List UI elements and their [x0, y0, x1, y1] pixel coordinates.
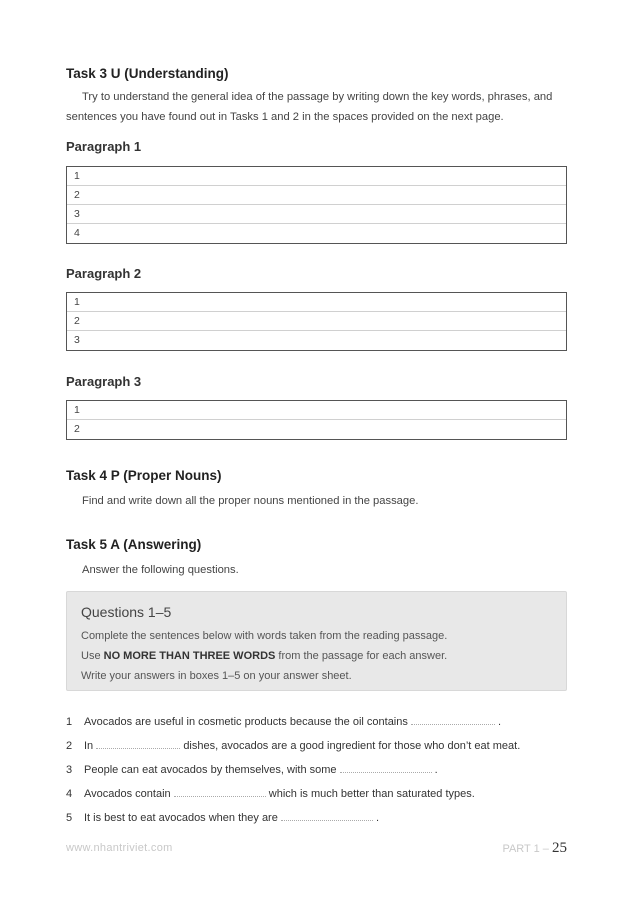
sentence-after: which is much better than saturated types.	[268, 788, 475, 800]
answer-line[interactable]: 2	[74, 423, 80, 435]
sentence-before: People can eat avocados by themselves, with some	[84, 764, 337, 776]
sentence-before: Avocados are useful in cosmetic products because the oil contains	[84, 716, 408, 728]
question-number: 3	[66, 764, 73, 776]
footer-part-label: PART 1 –	[502, 843, 549, 855]
question-sentence-4	[66, 786, 576, 800]
footer-page	[502, 840, 567, 857]
paragraph2-title: Paragraph 2	[66, 266, 142, 281]
answer-line[interactable]: 3	[67, 205, 566, 224]
answer-line[interactable]: 2	[67, 186, 566, 205]
answer-blank[interactable]	[174, 786, 266, 797]
instruction-2-bold: NO MORE THAN THREE WORDS	[103, 650, 276, 662]
task5-description: Answer the following questions.	[82, 564, 239, 576]
questions-title: Questions 1–5	[81, 604, 172, 620]
answer-blank[interactable]	[281, 810, 373, 821]
page-number: 25	[552, 840, 567, 856]
question-sentence-1	[66, 714, 576, 728]
answer-line[interactable]: 1	[67, 401, 566, 420]
task5-title: Task 5 A (Answering)	[66, 537, 202, 552]
answer-line[interactable]: 2	[67, 312, 566, 331]
answer-line[interactable]: 4	[74, 227, 80, 239]
answer-blank[interactable]	[96, 738, 180, 749]
instruction-2-pre: Use	[81, 650, 104, 662]
footer-website: www.nhantriviet.com	[66, 842, 173, 854]
paragraph3-title: Paragraph 3	[66, 374, 142, 389]
sentence-before: It is best to eat avocados when they are	[84, 812, 278, 824]
paragraph1-lines[interactable]	[66, 166, 567, 244]
question-sentence-3	[66, 762, 576, 776]
paragraph1-title: Paragraph 1	[66, 139, 142, 154]
questions-instruction-1: Complete the sentences below with words taken from the reading passage.	[81, 630, 448, 642]
question-number: 5	[66, 812, 73, 824]
answer-line[interactable]: 1	[67, 167, 566, 186]
question-number: 4	[66, 788, 73, 800]
sentence-after: .	[375, 812, 380, 824]
sentence-after: .	[434, 764, 438, 776]
paragraph3-lines[interactable]	[66, 400, 567, 440]
answer-blank[interactable]	[340, 762, 432, 773]
answer-blank[interactable]	[411, 714, 495, 725]
question-sentence-2	[66, 738, 576, 752]
task3-title: Task 3 U (Understanding)	[66, 66, 229, 81]
sentence-before: In	[84, 740, 94, 752]
sentence-after: dishes, avocados are a good ingredient for those who don’t eat meat.	[183, 740, 521, 752]
task3-description: Try to understand the general idea of the passage by writing down the key words, phrases, and sentences you have found out in Tasks 1 and 2 in the spaces provided on the next page.	[66, 91, 553, 123]
instruction-2-post: from the passage for each answer.	[275, 650, 448, 662]
question-number: 2	[66, 740, 73, 752]
paragraph2-lines[interactable]	[66, 292, 567, 351]
answer-line[interactable]: 1	[67, 293, 566, 312]
question-sentence-5	[66, 810, 576, 824]
answer-line[interactable]: 3	[74, 334, 80, 346]
questions-instruction-3: Write your answers in boxes 1–5 on your answer sheet.	[81, 670, 352, 682]
task4-title: Task 4 P (Proper Nouns)	[66, 468, 222, 483]
question-number: 1	[66, 716, 73, 728]
sentence-before: Avocados contain	[84, 788, 171, 800]
questions-instruction-2	[81, 650, 447, 662]
task4-description: Find and write down all the proper nouns mentioned in the passage.	[82, 495, 419, 507]
questions-instruction-box	[66, 591, 567, 691]
sentence-after: .	[498, 716, 502, 728]
